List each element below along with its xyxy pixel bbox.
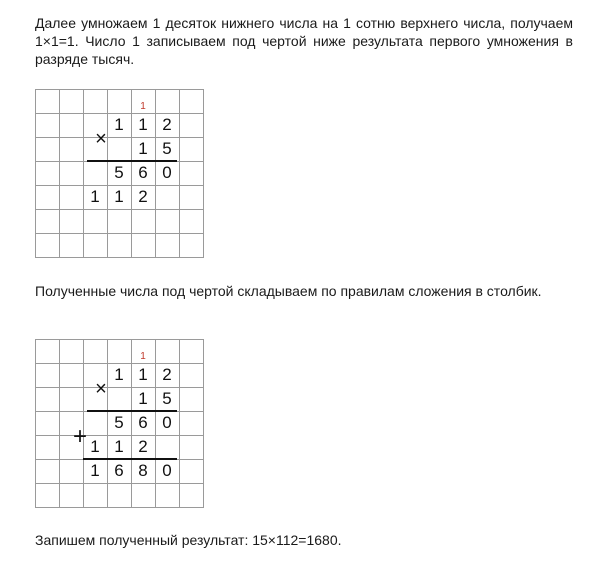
partial-product-digit: 1 bbox=[114, 437, 124, 456]
top-digit: 1 bbox=[114, 365, 124, 384]
partial-product-digit: 2 bbox=[138, 187, 148, 206]
result-digit: 6 bbox=[114, 461, 124, 480]
top-digit: 1 bbox=[138, 365, 148, 384]
result-digit: 1 bbox=[90, 461, 100, 480]
multiply-sign: × bbox=[95, 128, 107, 150]
top-digit: 1 bbox=[114, 115, 124, 134]
result-digit: 8 bbox=[138, 461, 148, 480]
plus-sign: + bbox=[72, 423, 87, 450]
multiply-sign: × bbox=[95, 378, 107, 400]
multiplication-grid-1 bbox=[35, 89, 204, 258]
partial-product-digit: 1 bbox=[90, 437, 100, 456]
intro-paragraph: Далее умножаем 1 десяток нижнего числа на 1 сотню верхнего числа, получаем 1×1=1. Число 1 записываем под чертой ниже результата первого умножения в разряде тысяч. bbox=[35, 15, 573, 67]
partial-product-digit: 6 bbox=[138, 413, 148, 432]
carry-digit: 1 bbox=[140, 351, 146, 362]
multiplication-grid-2 bbox=[35, 339, 204, 508]
partial-product-digit: 1 bbox=[90, 187, 100, 206]
partial-product-digit: 2 bbox=[138, 437, 148, 456]
top-digit: 2 bbox=[162, 365, 172, 384]
bottom-digit: 5 bbox=[162, 139, 172, 158]
partial-product-digit: 1 bbox=[114, 187, 124, 206]
bottom-digit: 5 bbox=[162, 389, 172, 408]
top-digit: 2 bbox=[162, 115, 172, 134]
bottom-digit: 1 bbox=[138, 139, 148, 158]
carry-digit: 1 bbox=[140, 101, 146, 112]
partial-product-digit: 0 bbox=[162, 413, 172, 432]
partial-product-digit: 6 bbox=[138, 163, 148, 182]
bottom-digit: 1 bbox=[138, 389, 148, 408]
result-digit: 0 bbox=[162, 461, 172, 480]
final-paragraph: Запишем полученный результат: 15×112=1680. bbox=[35, 532, 342, 548]
middle-paragraph: Полученные числа под чертой складываем по правилам сложения в столбик. bbox=[35, 283, 542, 299]
partial-product-digit: 0 bbox=[162, 163, 172, 182]
partial-product-digit: 5 bbox=[114, 163, 124, 182]
partial-product-digit: 5 bbox=[114, 413, 124, 432]
top-digit: 1 bbox=[138, 115, 148, 134]
